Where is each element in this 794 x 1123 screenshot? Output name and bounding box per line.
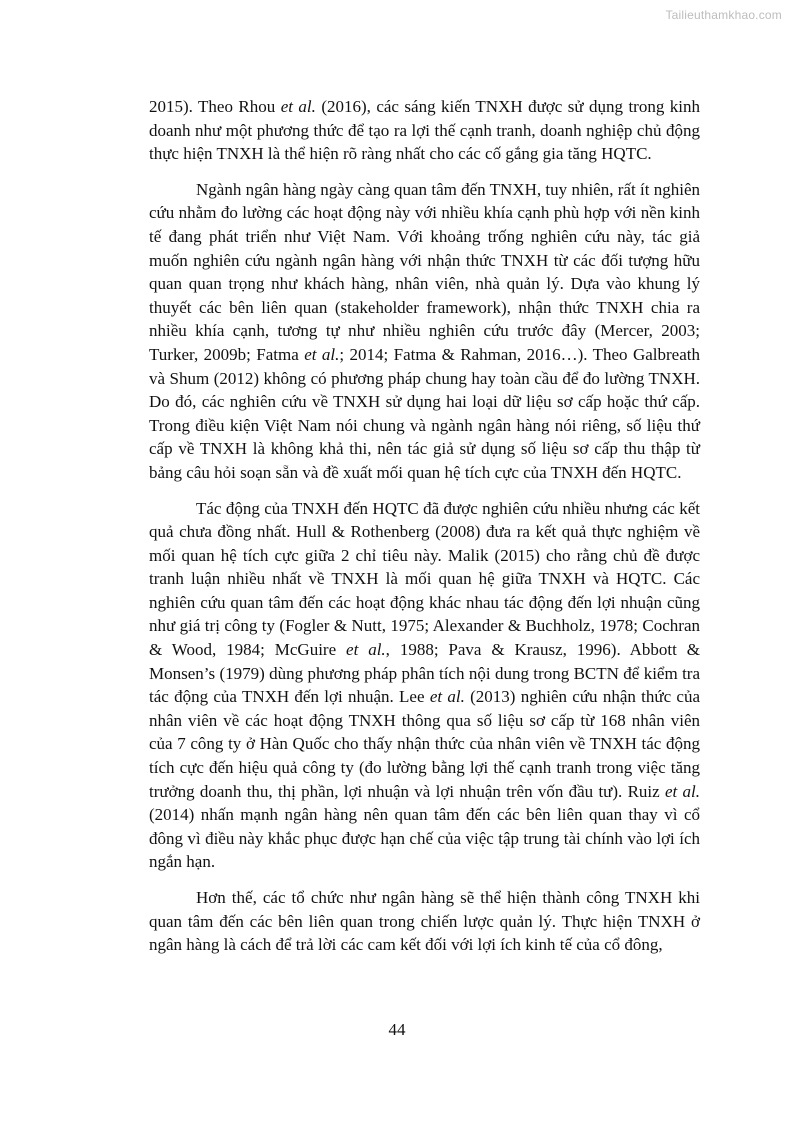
text-run: Hơn thế, các tổ chức như ngân hàng sẽ thể hiện thành công TNXH khi quan tâm đến các bên liên quan trong chiến lược quản lý. Thực hiện TNXH ở ngân hàng là cách để trả lời các cam kết đối với lợi ích kinh tế của cổ đông, [149, 888, 700, 955]
italic-run: et al. [664, 781, 700, 801]
italic-run: et al. [429, 687, 465, 707]
page-number: 44 [388, 1020, 406, 1039]
document-body [149, 95, 700, 969]
text-run: 2015). Theo Rhou [149, 97, 281, 116]
text-run: Tác động của TNXH đến HQTC đã được nghiên cứu nhiều nhưng các kết quả chưa đồng nhất. Hull & Rothenberg (2008) đưa ra kết quả thực nghiệm về mối quan hệ tích cực giữa 2 chỉ tiêu này. Malik (2015) cho rằng chủ đề được tranh luận nhiều nhất về TNXH là mối quan hệ giữa TNXH và HQTC. Các nghiên cứu quan tâm đến các hoạt động khác nhau tác động đến lợi nhuận cũng như giá trị công ty (Fogler & Nutt, 1975; Alexander & Buchholz, 1978; Cochran & Wood, 1984; McGuire [149, 498, 700, 660]
italic-run: et al. [304, 344, 340, 364]
text-run: (2013) nghiên cứu nhận thức của nhân viên về các hoạt động TNXH thông qua số liệu sơ cấp từ 168 nhân viên của 7 công ty ở Hàn Quốc cho thấy nhận thức của nhân viên về TNXH tác động tích cực đến hiệu quả công ty (đo lường bằng lợi thế cạnh tranh trong việc tăng trưởng doanh thu, thị phần, lợi nhuận và lợi nhuận trên vốn đầu tư). Ruiz [149, 687, 700, 801]
text-run: Ngành ngân hàng ngày càng quan tâm đến TNXH, tuy nhiên, rất ít nghiên cứu nhằm đo lường các hoạt động này với nhiều khía cạnh phù hợp với nền kinh tế đang phát triển như Việt Nam. Với khoảng trống nghiên cứu này, tác giả muốn nghiên cứu ngành ngân hàng với nhận thức TNXH từ các đối tượng hữu quan quan trọng như khách hàng, nhân viên, nhà quản lý. Dựa vào khung lý thuyết các bên liên quan (stakeholder framework), nhận thức TNXH chia ra nhiều khía cạnh, tương tự như nhiều nghiên cứu trước đây (Mercer, 2003; Turker, 2009b; Fatma [149, 179, 700, 364]
text-run: (2016), các sáng kiến TNXH được sử dụng trong kinh doanh như một phương thức để tạo ra lợi thế cạnh tranh, doanh nghiệp chủ động thực hiện TNXH là thể hiện rõ ràng nhất cho các cố gắng gia tăng HQTC. [149, 97, 701, 164]
italic-run: et al. [346, 640, 386, 660]
italic-run: et al. [280, 97, 316, 116]
paragraph-3 [149, 497, 700, 875]
paragraph-4 [149, 886, 700, 957]
paragraph-1 [149, 95, 700, 166]
text-run: , 1988; Pava & Krausz, 1996). Abbott & Monsen’s (1979) dùng phương pháp phân tích nội dung trong BCTN để kiểm tra tác động của TNXH đến lợi nhuận. Lee [149, 640, 700, 707]
text-run: (2014) nhấn mạnh ngân hàng nên quan tâm đến các bên liên quan thay vì cổ đông vì điều này khắc phục được hạn chế của việc tập trung tài chính vào lợi ích ngắn hạn. [149, 805, 700, 872]
text-run: ; 2014; Fatma & Rahman, 2016…). Theo Galbreath và Shum (2012) không có phương pháp chung hay toàn cầu để đo lường TNXH. Do đó, các nghiên cứu về TNXH sử dụng hai loại dữ liệu sơ cấp hoặc thứ cấp. Trong điều kiện Việt Nam nói chung và ngành ngân hàng nói riêng, số liệu thứ cấp về TNXH là không khả thi, nên tác giả sử dụng số liệu sơ cấp thu thập từ bảng câu hỏi soạn sẵn và đề xuất mối quan hệ tích cực của TNXH đến HQTC. [149, 344, 700, 482]
watermark-text: Tailieuthamkhao.com [665, 8, 782, 22]
paragraph-2 [149, 178, 700, 485]
